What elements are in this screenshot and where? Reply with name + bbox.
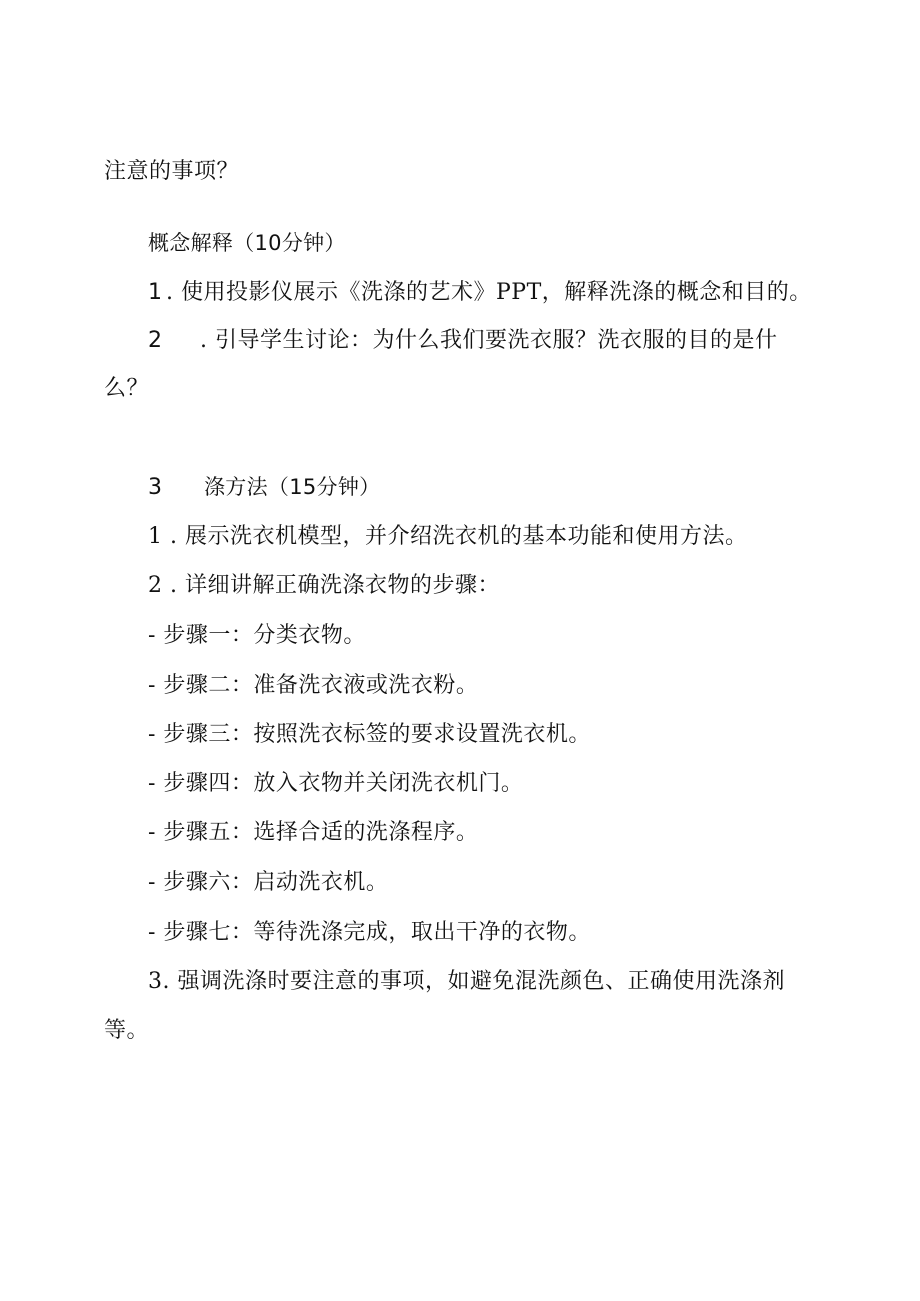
heading-number: 3: [148, 475, 163, 500]
step-item: - 步骤四：放入衣物并关闭洗衣机门。: [148, 771, 524, 796]
step-item: - 步骤七：等待洗涤完成，取出干净的衣物。: [148, 920, 591, 945]
item-number: 2: [148, 328, 163, 353]
item-text: . 引导学生讨论：为什么我们要洗衣服？洗衣服的目的是什: [200, 328, 778, 353]
item-text: . 使用投影仪展示《洗涤的艺术》PPT，解释洗涤的概念和目的。: [166, 280, 812, 305]
section-heading-method: [148, 472, 380, 503]
item-number: 1: [148, 280, 163, 305]
concept-item-1: [148, 278, 812, 308]
step-item: - 步骤三：按照洗衣标签的要求设置洗衣机。: [148, 722, 591, 747]
concept-item-2-continuation: 么？: [104, 376, 150, 401]
section-heading-concept: 概念解释（10分钟）: [148, 231, 346, 255]
step-item: - 步骤二：准备洗衣液或洗衣粉。: [148, 673, 479, 698]
concept-item-2: [148, 326, 778, 356]
step-item: - 步骤五：选择合适的洗涤程序。: [148, 820, 479, 845]
method-item-3: 3. 强调洗涤时要注意的事项，如避免混洗颜色、正确使用洗涤剂: [148, 969, 785, 994]
method-item-3-continuation: 等。: [104, 1018, 150, 1043]
heading-text: 涤方法（15分钟）: [204, 475, 381, 499]
step-item: - 步骤六：启动洗衣机。: [148, 870, 389, 895]
step-item: - 步骤一：分类衣物。: [148, 623, 366, 648]
continuation-line: 注意的事项？: [104, 159, 240, 184]
method-item-2: 2 . 详细讲解正确洗涤衣物的步骤：: [148, 573, 500, 598]
method-item-1: 1 . 展示洗衣机模型，并介绍洗衣机的基本功能和使用方法。: [148, 524, 748, 549]
